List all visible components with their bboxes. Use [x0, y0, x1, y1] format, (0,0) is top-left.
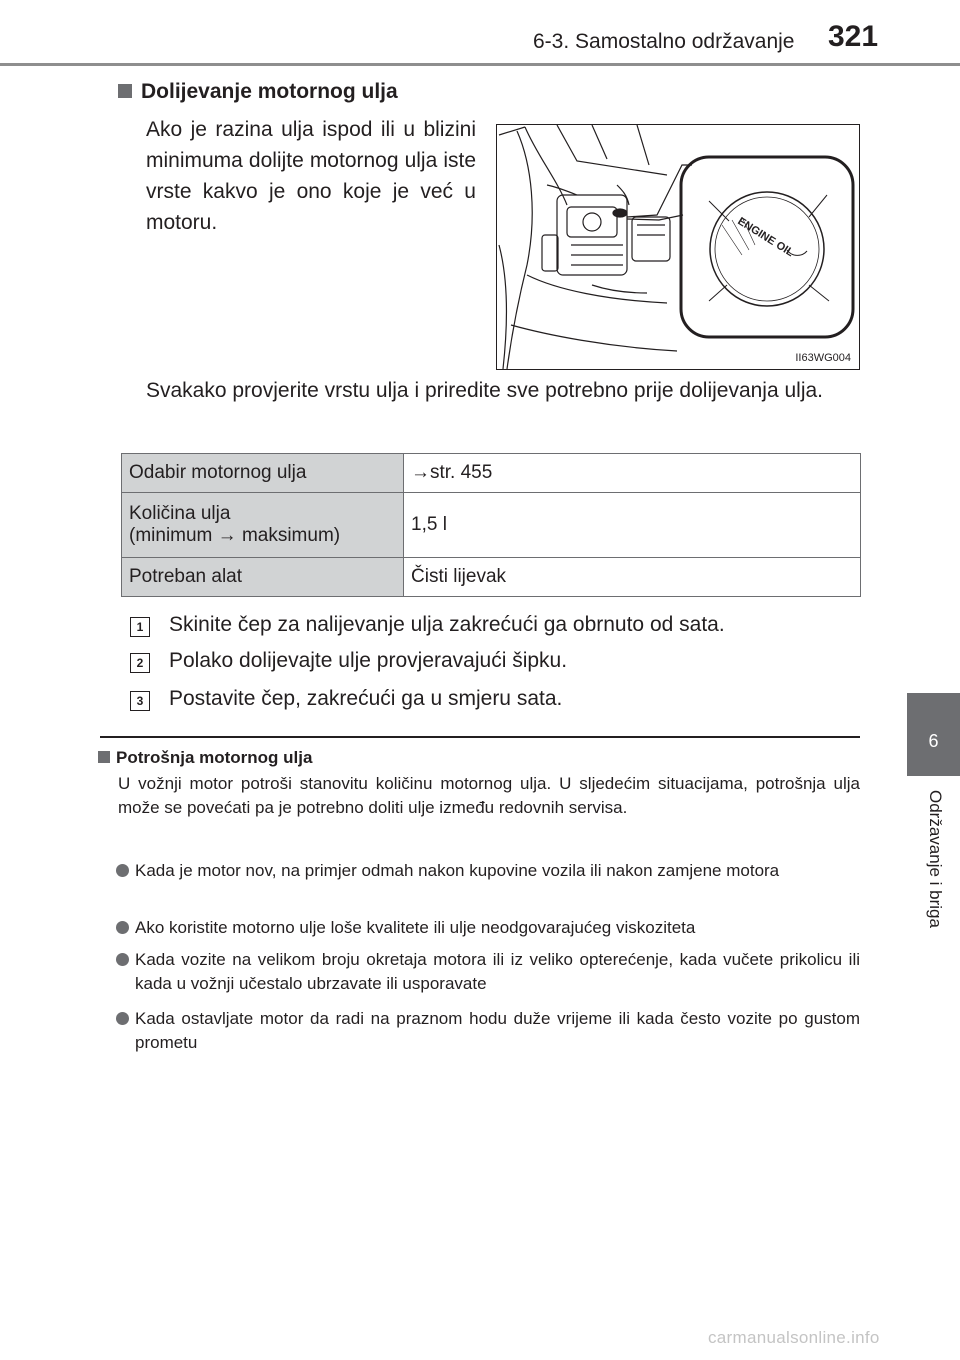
illustration-code: II63WG004	[795, 352, 851, 364]
list-item-text: Kada ostavljate motor da radi na praznom hodu duže vrijeme ili kada često vozite po gustom prometu	[135, 1009, 860, 1052]
list-item-text: Kada je motor nov, na primjer odmah nakon kupovine vozila ili nakon zamjene motora	[135, 861, 780, 880]
bullet-dot-icon	[116, 1012, 129, 1025]
step-number: 2	[130, 653, 150, 673]
subsection-title	[98, 748, 312, 768]
cap-label: ENGINE OIL	[735, 215, 796, 260]
square-bullet-icon	[98, 751, 110, 763]
step-number: 1	[130, 617, 150, 637]
step-number: 3	[130, 691, 150, 711]
table-row	[122, 454, 861, 493]
table-value: →str. 455	[404, 454, 861, 493]
chapter-number: 6	[928, 731, 939, 751]
chapter-title: Održavanje i briga	[926, 790, 945, 928]
chapter-tab	[907, 693, 960, 776]
section-heading: 6-3. Samostalno održavanje	[533, 30, 795, 53]
table-value: Čisti lijevak	[404, 558, 861, 597]
table-row	[122, 558, 861, 597]
list-item	[116, 916, 860, 940]
bullet-dot-icon	[116, 864, 129, 877]
list-item	[116, 948, 860, 996]
square-bullet-icon	[118, 84, 132, 98]
oil-info-table	[121, 453, 861, 597]
list-item-text: Kada vozite na velikom broju okretaja motora ili iz veliko opterećenje, kada vučete prikolicu ili kada u vožnji učestalo ubrzavate ili usporavate	[135, 950, 860, 993]
bullet-dot-icon	[116, 921, 129, 934]
section-divider	[100, 736, 860, 738]
table-value: 1,5 l	[404, 493, 861, 558]
table-key	[122, 493, 404, 558]
step-text: Polako dolijevajte ulje provjeravajući šipku.	[169, 649, 568, 672]
list-item	[116, 859, 860, 883]
chapter-label	[921, 790, 947, 960]
subsection-title-text: Potrošnja motornog ulja	[116, 748, 313, 767]
table-row	[122, 493, 861, 558]
list-item	[116, 1007, 860, 1055]
header-divider	[0, 63, 960, 66]
step-text: Postavite čep, zakrećući ga u smjeru sata.	[169, 687, 563, 710]
page-number: 321	[828, 20, 879, 53]
subsection-paragraph: U vožnji motor potroši stanovitu količinu motornog ulja. U sljedećim situacijama, potrošnja ulja može se povećati pa je potrebno doliti ulje između redovnih servisa.	[118, 774, 860, 817]
section-title-text: Dolijevanje motornog ulja	[141, 80, 398, 103]
section-title	[118, 80, 398, 104]
watermark: carmanualsonline.info	[708, 1328, 880, 1347]
intro-paragraph: Ako je razina ulja ispod ili u blizini minimuma dolijte motornog ulja iste vrste kakvo je ono koje je već u motoru.	[146, 118, 476, 234]
engine-bay-drawing	[497, 125, 859, 369]
list-item-text: Ako koristite motorno ulje loše kvalitete ili ulje neodgovarajućeg viskoziteta	[135, 918, 696, 937]
check-paragraph: Svakako provjerite vrstu ulja i priredite sve potrebno prije dolijevanja ulja.	[146, 379, 824, 402]
table-key: Potreban alat	[122, 558, 404, 597]
table-key: Odabir motornog ulja	[122, 454, 404, 493]
step-text: Skinite čep za nalijevanje ulja zakrećući ga obrnuto od sata.	[169, 613, 725, 636]
bullet-dot-icon	[116, 953, 129, 966]
engine-oil-cap-illustration	[496, 124, 860, 370]
table-key-line: Količina ulja (minimum → maksimum)	[129, 503, 341, 546]
